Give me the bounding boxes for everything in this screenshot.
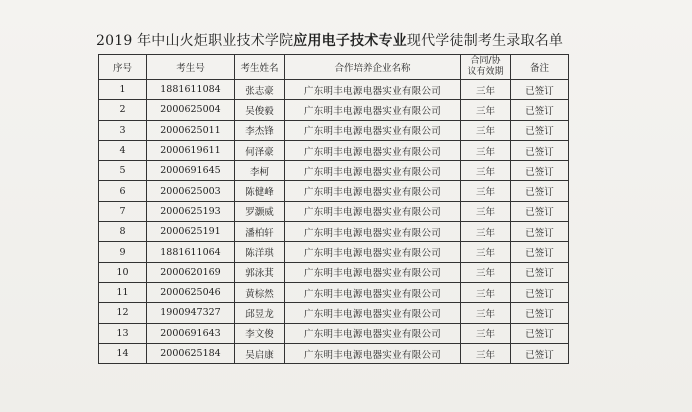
table-row <box>99 242 569 262</box>
cell-exam-no: 2000625046 <box>147 282 235 302</box>
table-row <box>99 323 569 343</box>
cell-index: 6 <box>99 181 147 201</box>
cell-name: 陈洋琪 <box>235 242 285 262</box>
table-row <box>99 161 569 181</box>
cell-index: 13 <box>99 323 147 343</box>
title-part-3: 现代学徒制考生录取名单 <box>406 33 564 49</box>
cell-name: 黄棕然 <box>235 282 285 302</box>
cell-note: 已签订 <box>511 323 569 343</box>
cell-name: 何泽豪 <box>235 140 285 160</box>
cell-index: 1 <box>99 80 147 100</box>
title-part-2: 应用电子技术专业 <box>293 33 407 49</box>
cell-note: 已签订 <box>511 303 569 323</box>
cell-exam-no: 2000619611 <box>147 140 235 160</box>
header-company: 合作培养企业名称 <box>285 55 461 80</box>
cell-note: 已签订 <box>511 262 569 282</box>
cell-exam-no: 2000625193 <box>147 201 235 221</box>
cell-term: 三年 <box>461 120 511 140</box>
cell-index: 5 <box>99 161 147 181</box>
cell-name: 李柯 <box>235 161 285 181</box>
cell-exam-no: 2000691645 <box>147 161 235 181</box>
cell-company: 广东明丰电源电器实业有限公司 <box>285 100 461 120</box>
cell-exam-no: 2000625011 <box>147 120 235 140</box>
cell-note: 已签订 <box>511 140 569 160</box>
cell-company: 广东明丰电源电器实业有限公司 <box>285 201 461 221</box>
cell-term: 三年 <box>461 282 511 302</box>
table-row <box>99 80 569 100</box>
cell-company: 广东明丰电源电器实业有限公司 <box>285 323 461 343</box>
cell-name: 吴俊毅 <box>235 100 285 120</box>
cell-index: 9 <box>99 242 147 262</box>
header-index: 序号 <box>99 55 147 80</box>
cell-note: 已签订 <box>511 100 569 120</box>
cell-exam-no: 2000625184 <box>147 343 235 363</box>
cell-name: 李文俊 <box>235 323 285 343</box>
cell-term: 三年 <box>461 262 511 282</box>
table-row <box>99 201 569 221</box>
cell-note: 已签订 <box>511 161 569 181</box>
cell-name: 罗灏威 <box>235 201 285 221</box>
cell-term: 三年 <box>461 323 511 343</box>
table-body <box>99 80 569 364</box>
cell-term: 三年 <box>461 303 511 323</box>
cell-index: 7 <box>99 201 147 221</box>
cell-exam-no: 2000625004 <box>147 100 235 120</box>
cell-exam-no: 2000620169 <box>147 262 235 282</box>
cell-index: 3 <box>99 120 147 140</box>
table-row <box>99 140 569 160</box>
cell-exam-no: 2000691643 <box>147 323 235 343</box>
cell-exam-no: 2000625191 <box>147 222 235 242</box>
cell-term: 三年 <box>461 161 511 181</box>
cell-note: 已签订 <box>511 343 569 363</box>
table-row <box>99 343 569 363</box>
cell-exam-no: 1881611084 <box>147 80 235 100</box>
cell-company: 广东明丰电源电器实业有限公司 <box>285 161 461 181</box>
cell-index: 4 <box>99 140 147 160</box>
header-term-line2: 议有效期 <box>467 67 504 77</box>
cell-company: 广东明丰电源电器实业有限公司 <box>285 262 461 282</box>
header-term <box>461 55 511 80</box>
table-row <box>99 222 569 242</box>
cell-term: 三年 <box>461 242 511 262</box>
cell-term: 三年 <box>461 100 511 120</box>
cell-name: 郭泳萁 <box>235 262 285 282</box>
cell-company: 广东明丰电源电器实业有限公司 <box>285 222 461 242</box>
cell-note: 已签订 <box>511 181 569 201</box>
cell-index: 2 <box>99 100 147 120</box>
cell-company: 广东明丰电源电器实业有限公司 <box>285 80 461 100</box>
cell-index: 8 <box>99 222 147 242</box>
table-header-row <box>99 55 569 80</box>
cell-exam-no: 2000625003 <box>147 181 235 201</box>
table-row <box>99 262 569 282</box>
cell-company: 广东明丰电源电器实业有限公司 <box>285 181 461 201</box>
document-title <box>96 32 576 50</box>
table-row <box>99 181 569 201</box>
cell-name: 邱昱龙 <box>235 303 285 323</box>
cell-company: 广东明丰电源电器实业有限公司 <box>285 303 461 323</box>
table-row <box>99 120 569 140</box>
cell-index: 14 <box>99 343 147 363</box>
cell-note: 已签订 <box>511 80 569 100</box>
cell-term: 三年 <box>461 80 511 100</box>
cell-exam-no: 1881611064 <box>147 242 235 262</box>
cell-term: 三年 <box>461 343 511 363</box>
header-note: 备注 <box>511 55 569 80</box>
table-row <box>99 100 569 120</box>
table-row <box>99 282 569 302</box>
admission-table <box>98 54 569 364</box>
cell-name: 张志豪 <box>235 80 285 100</box>
cell-name: 陈健峰 <box>235 181 285 201</box>
cell-index: 11 <box>99 282 147 302</box>
cell-note: 已签订 <box>511 120 569 140</box>
cell-index: 10 <box>99 262 147 282</box>
table-row <box>99 303 569 323</box>
title-part-1: 2019 年中山火炬职业技术学院 <box>96 33 294 49</box>
header-name: 考生姓名 <box>235 55 285 80</box>
cell-exam-no: 1900947327 <box>147 303 235 323</box>
cell-term: 三年 <box>461 201 511 221</box>
cell-term: 三年 <box>461 222 511 242</box>
header-exam-no: 考生号 <box>147 55 235 80</box>
cell-index: 12 <box>99 303 147 323</box>
cell-term: 三年 <box>461 181 511 201</box>
cell-company: 广东明丰电源电器实业有限公司 <box>285 120 461 140</box>
cell-company: 广东明丰电源电器实业有限公司 <box>285 282 461 302</box>
cell-name: 李杰锋 <box>235 120 285 140</box>
cell-company: 广东明丰电源电器实业有限公司 <box>285 242 461 262</box>
cell-note: 已签订 <box>511 282 569 302</box>
cell-company: 广东明丰电源电器实业有限公司 <box>285 140 461 160</box>
cell-note: 已签订 <box>511 222 569 242</box>
cell-company: 广东明丰电源电器实业有限公司 <box>285 343 461 363</box>
cell-term: 三年 <box>461 140 511 160</box>
cell-name: 潘柏轩 <box>235 222 285 242</box>
cell-name: 吴启康 <box>235 343 285 363</box>
cell-note: 已签订 <box>511 201 569 221</box>
cell-note: 已签订 <box>511 242 569 262</box>
header-term-line1: 合同/协 <box>470 56 501 66</box>
